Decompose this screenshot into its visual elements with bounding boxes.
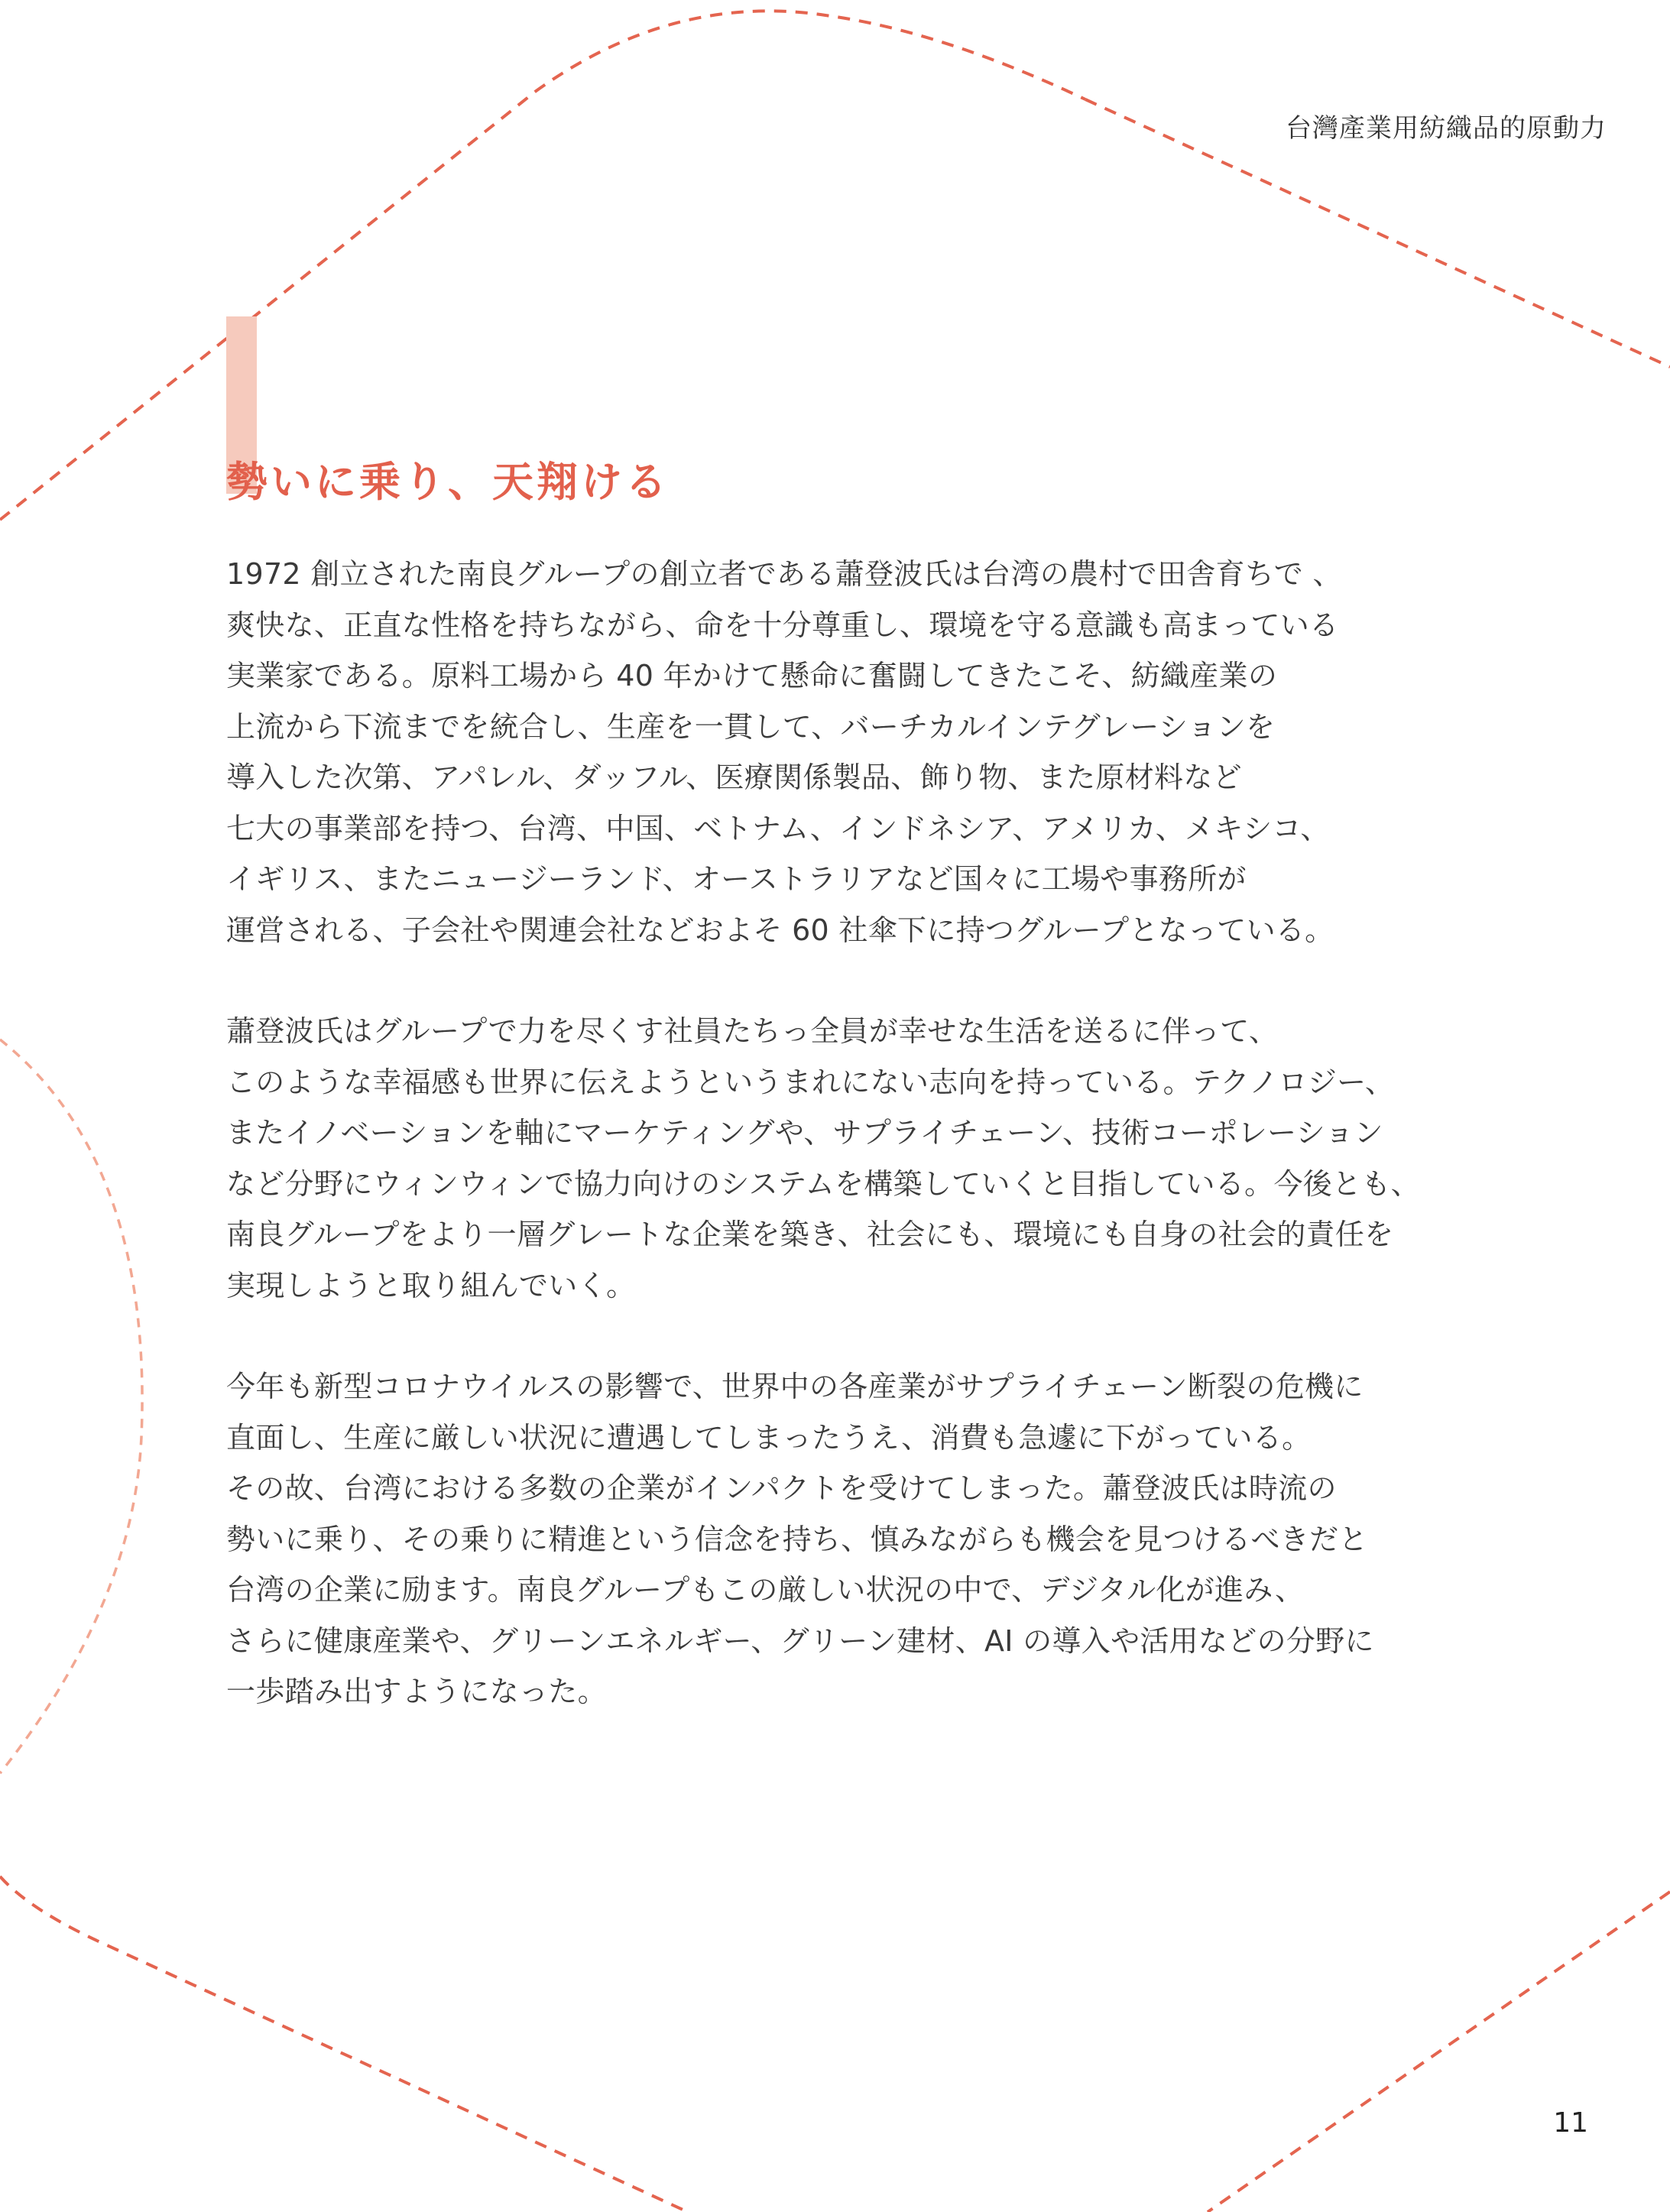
text-line: 上流から下流までを統合し、生産を一貫して、バーチカルインテグレーションを: [226, 709, 1276, 744]
text-line: このような幸福感も世界に伝えようというまれにない志向を持っている。テクノロジー、: [226, 1065, 1395, 1099]
dashed-line-bottom-right: [1208, 1892, 1670, 2212]
text-line: 蕭登波氏はグループで力を尽くす社員たちっ全員が幸せな生活を送るに伴って、: [226, 1014, 1279, 1048]
dashed-line-bottom-left: [0, 1876, 688, 2212]
text-line: さらに健康産業や、グリーンエネルギー、グリーン建材、AI の導入や活用などの分野に: [226, 1623, 1374, 1658]
text-line: 今年も新型コロナウイルスの影響で、世界中の各産業がサプライチェーン断裂の危機に: [226, 1370, 1364, 1403]
paragraph-founder: [226, 549, 1449, 955]
text-line: 台湾の企業に励ます。南良グループもこの厳しい状況の中で、デジタル化が進み、: [226, 1573, 1305, 1607]
text-line: 直面し、生産に厳しい状況に遭遇してしまったうえ、消費も急遽に下がっている。: [226, 1420, 1312, 1455]
page-number: 11: [1553, 2107, 1588, 2139]
paragraph-covid: [226, 1361, 1449, 1717]
text-line: 実現しようと取り組んでいく。: [226, 1268, 636, 1302]
text-line: など分野にウィンウィンで協力向けのシステムを構築していくと目指している。今後とも、: [226, 1166, 1420, 1201]
paragraph-vision: [226, 1006, 1449, 1311]
text-line: 南良グループをより一層グレートな企業を築き、社会にも、環境にも自身の社会的責任を: [226, 1218, 1394, 1251]
text-line: 導入した次第、アパレル、ダッフル、医療関係製品、飾り物、また原材料など: [226, 761, 1242, 794]
body-text: [226, 549, 1449, 1768]
text-line: その故、台湾における多数の企業がインパクトを受けてしまった。蕭登波氏は時流の: [226, 1471, 1337, 1505]
dashed-curve-left: [0, 1040, 142, 1773]
dashed-arc-top: [535, 11, 1085, 99]
text-line: 実業家である。原料工場から 40 年かけて懸命に奮闘してきたこそ、紡織産業の: [226, 659, 1278, 692]
text-line: 勢いに乗り、その乗りに精進という信念を持ち、慎みながらも機会を見つけるべきだと: [226, 1522, 1368, 1556]
text-line: 一歩踏み出すようになった。: [226, 1675, 607, 1708]
running-header: 台灣產業用紡織品的原動力: [1286, 113, 1607, 144]
section-title: 勢いに乗り、天翔ける: [226, 458, 670, 506]
text-line: 爽快な、正直な性格を持ちながら、命を十分尊重し、環境を守る意識も高まっている: [226, 608, 1339, 642]
text-line: 七大の事業部を持つ、台湾、中国、ベトナム、インドネシア、アメリカ、メキシコ、: [226, 811, 1330, 845]
text-line: イギリス、またニュージーランド、オーストラリアなど国々に工場や事務所が: [226, 862, 1247, 896]
text-line: 1972 創立された南良グループの創立者である蕭登波氏は台湾の農村で田舎育ちで 、: [226, 557, 1342, 591]
text-line: またイノベーションを軸にマーケティングや、サプライチェーン、技術コーポレーション: [226, 1116, 1383, 1150]
text-line: 運営される、子会社や関連会社などおよそ 60 社傘下に持つグループとなっている。: [226, 913, 1334, 947]
